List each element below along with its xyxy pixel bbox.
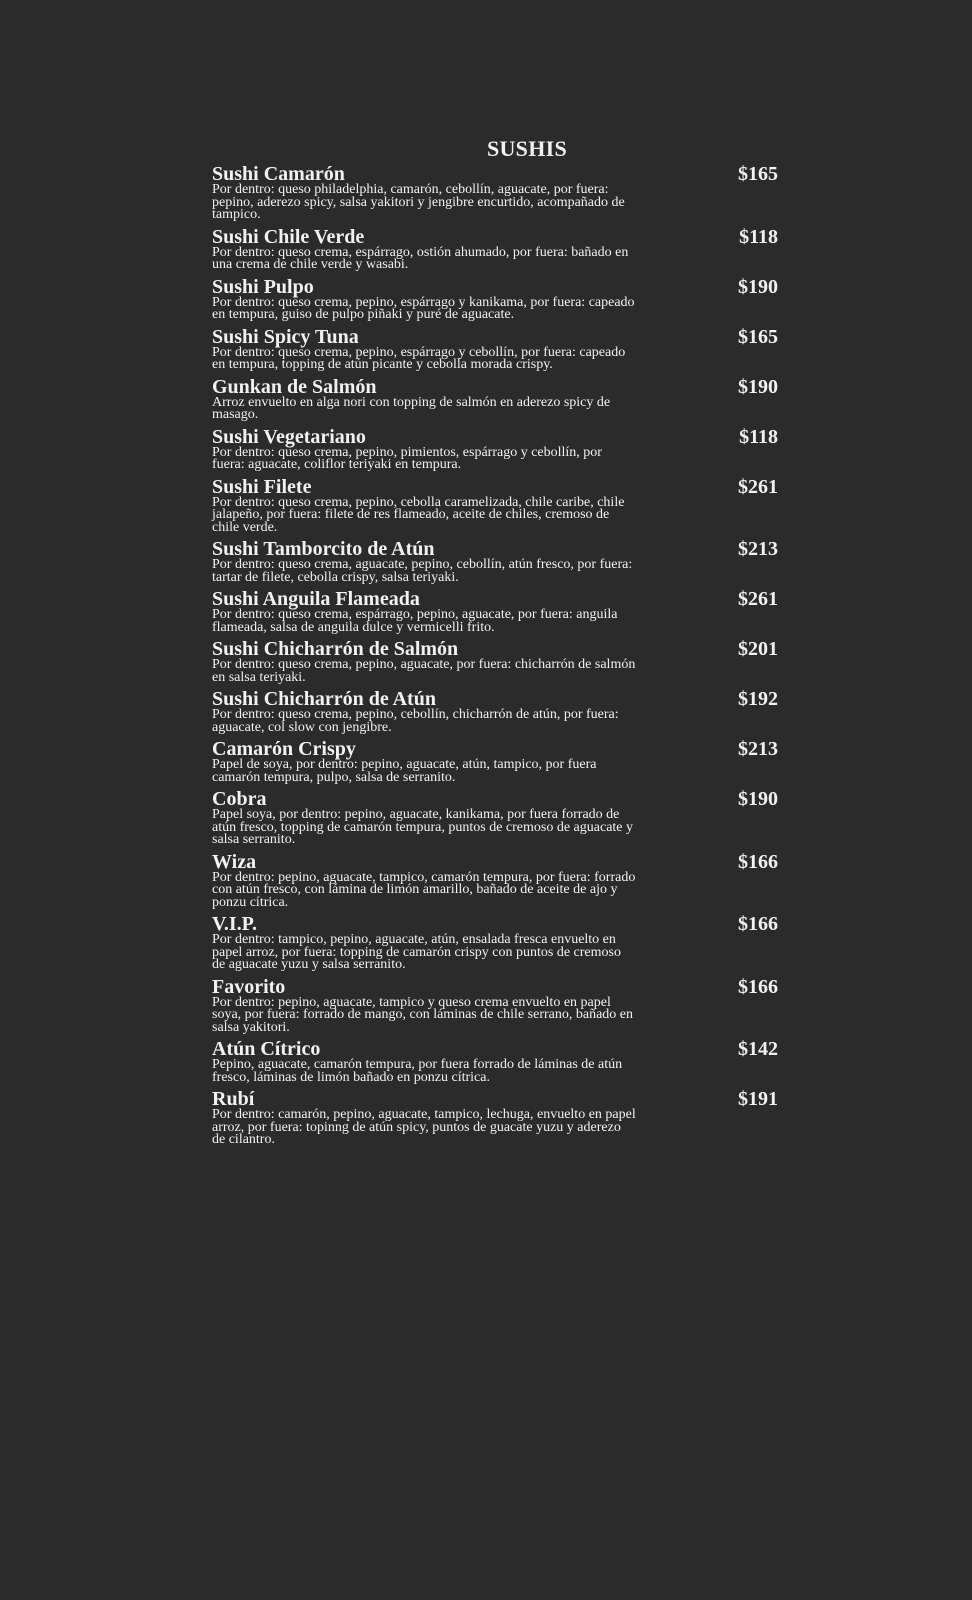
item-price: $213	[738, 738, 778, 760]
menu-item	[212, 975, 778, 1035]
menu-item	[212, 375, 778, 422]
item-description: Papel soya, por dentro: pepino, aguacate, kanikama, por fuera forrado de atún fresco, topping de camarón tempura, puntos de cremoso de aguacate y salsa serranito.	[212, 807, 634, 847]
item-description: Por dentro: queso crema, pepino, aguacate, por fuera: chicharrón de salmón en salsa teriyaki.	[212, 657, 636, 685]
item-price: $213	[738, 538, 778, 560]
item-price: $166	[738, 975, 778, 998]
item-name: Sushi Filete	[212, 475, 312, 498]
menu-item	[212, 1040, 778, 1084]
item-description: Arroz envuelto en alga nori con topping de salmón en aderezo spicy de masago.	[212, 394, 611, 422]
item-name: Sushi Camarón	[212, 163, 345, 185]
item-name: Sushi Tamborcito de Atún	[212, 538, 435, 560]
item-price: $142	[738, 1038, 778, 1060]
item-description: Por dentro: queso crema, pepino, cebollín, chicharrón de atún, por fuera: aguacate, col slow con jengibre.	[212, 707, 619, 735]
item-description: Por dentro: queso crema, aguacate, pepino, cebollín, atún fresco, por fuera: tartar de filete, cebolla crispy, salsa teriyaki.	[212, 557, 633, 585]
item-price: $190	[738, 275, 778, 298]
menu-item	[212, 690, 778, 734]
item-name: Sushi Spicy Tuna	[212, 325, 359, 348]
menu-item	[212, 165, 778, 222]
item-description: Por dentro: tampico, pepino, aguacate, atún, ensalada fresca envuelto en papel arroz, por fuera: topping de camarón crispy con puntos de cremoso de aguacate yuzu y salsa serranito.	[212, 932, 621, 972]
menu-items-list	[212, 165, 778, 1147]
item-description: Por dentro: pepino, aguacate, tampico y queso crema envuelto en papel soya, por fuera: forrado de mango, con láminas de chile serrano, bañado en salsa yakitori.	[212, 994, 634, 1035]
item-description: Por dentro: queso crema, pepino, cebolla caramelizada, chile caribe, chile jalapeño, por fuera: filete de res flameado, aceite de chiles, cremoso de chile verde.	[212, 494, 625, 535]
item-description: Pepino, aguacate, camarón tempura, por fuera forrado de láminas de atún fresco, láminas de limón bañado en ponzu cítrica.	[212, 1057, 623, 1085]
item-name: Sushi Chicharrón de Salmón	[212, 638, 459, 660]
item-price: $118	[739, 425, 778, 448]
menu-item	[212, 475, 778, 535]
item-description: Por dentro: pepino, aguacate, tampico, camarón tempura, por fuera: forrado con atún fresco, con lámina de limón amarillo, bañado de aceite de ajo y ponzu cítrica.	[212, 869, 636, 910]
item-price: $165	[738, 163, 778, 185]
item-description: Por dentro: camarón, pepino, aguacate, tampico, lechuga, envuelto en papel arroz, por fuera: topinng de atún spicy, puntos de guacate yuzu y aderezo de cilantro.	[212, 1107, 636, 1147]
item-price: $261	[738, 588, 778, 610]
item-price: $261	[738, 475, 778, 498]
menu-item	[212, 425, 778, 472]
item-price: $166	[738, 913, 778, 935]
item-description: Por dentro: queso crema, espárrago, ostión ahumado, por fuera: bañado en una crema de chile verde y wasabi.	[212, 244, 629, 272]
item-description: Por dentro: queso philadelphia, camarón, cebollín, aguacate, por fuera: pepino, aderezo spicy, salsa yakitori y jengibre encurtido, acompañado de tampico.	[212, 182, 625, 222]
menu-item	[212, 640, 778, 684]
item-name: Cobra	[212, 788, 267, 810]
item-price: $191	[738, 1088, 778, 1110]
section-title: SUSHIS	[486, 136, 568, 161]
item-name: Wiza	[212, 850, 257, 873]
menu-item	[212, 540, 778, 584]
item-price: $201	[738, 638, 778, 660]
item-description: Por dentro: queso crema, pepino, espárrago y cebollín, por fuera: capeado en tempura, topping de atún picante y cebolla morada crispy.	[212, 344, 626, 372]
item-name: Gunkan de Salmón	[212, 375, 377, 398]
item-name: Sushi Anguila Flameada	[212, 588, 420, 610]
item-description: Papel de soya, por dentro: pepino, aguacate, atún, tampico, por fuera camarón tempura, pulpo, salsa de serranito.	[212, 757, 597, 785]
menu-item	[212, 1090, 778, 1147]
menu-item	[212, 850, 778, 910]
menu-item	[212, 740, 778, 784]
item-name: Sushi Vegetariano	[212, 425, 366, 448]
item-name: Rubí	[212, 1088, 255, 1110]
item-price: $118	[739, 225, 778, 248]
menu-item	[212, 275, 778, 322]
item-price: $190	[738, 788, 778, 810]
item-price: $165	[738, 325, 778, 348]
item-name: Sushi Pulpo	[212, 275, 314, 298]
menu-item	[212, 325, 778, 372]
item-description: Por dentro: queso crema, pepino, pimientos, espárrago y cebollín, por fuera: aguacate, coliflor teriyaki en tempura.	[212, 444, 602, 472]
item-description: Por dentro: queso crema, espárrago, pepino, aguacate, por fuera: anguila flameada, salsa de anguila dulce y vermicelli frito.	[212, 607, 618, 635]
item-name: Favorito	[212, 975, 286, 998]
menu-item	[212, 790, 778, 847]
item-description: Por dentro: queso crema, pepino, espárrago y kanikama, por fuera: capeado en tempura, guiso de pulpo piñaki y puré de aguacate.	[212, 294, 635, 322]
menu-item	[212, 590, 778, 634]
item-name: Sushi Chile Verde	[212, 225, 365, 248]
item-name: Atún Cítrico	[212, 1038, 321, 1060]
item-price: $166	[738, 850, 778, 873]
menu-item	[212, 915, 778, 972]
item-name: V.I.P.	[212, 913, 258, 935]
item-name: Camarón Crispy	[212, 738, 356, 760]
item-price: $192	[738, 688, 778, 710]
item-name: Sushi Chicharrón de Atún	[212, 688, 436, 710]
sushi-menu-section	[212, 136, 778, 1153]
menu-item	[212, 225, 778, 272]
item-price: $190	[738, 375, 778, 398]
